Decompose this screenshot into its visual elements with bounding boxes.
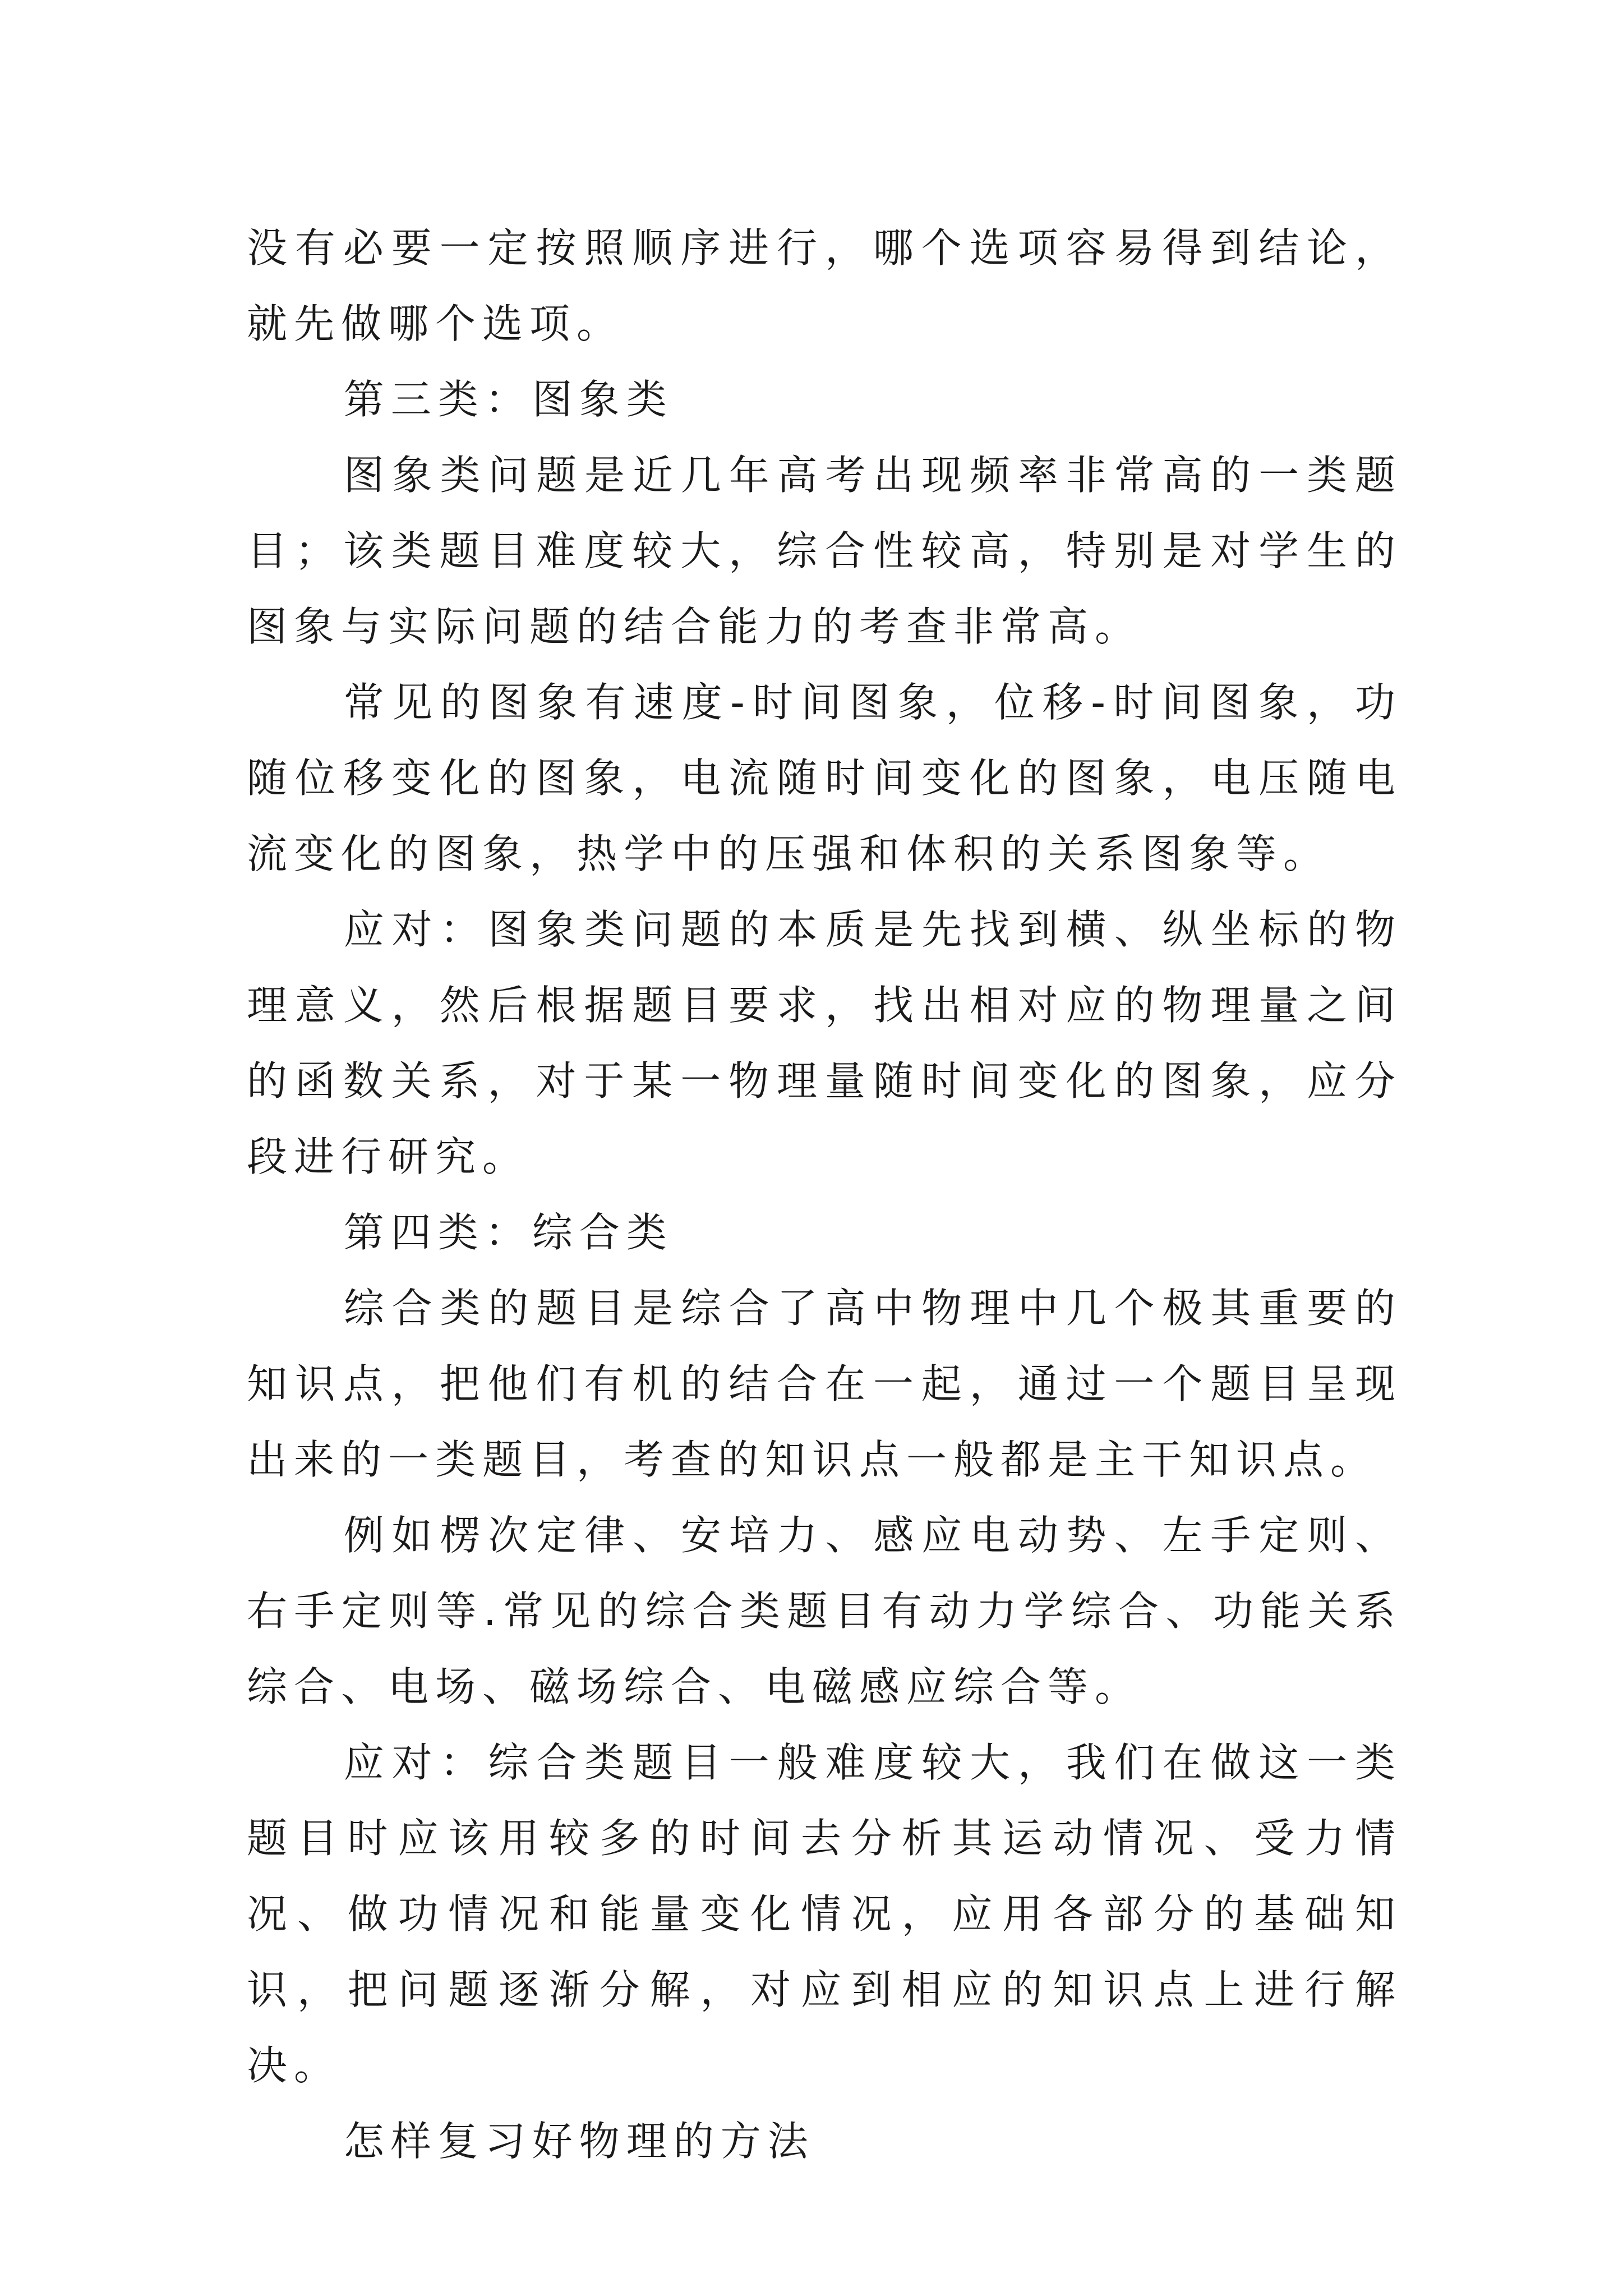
paragraph: 应对：图象类问题的本质是先找到横、纵坐标的物理意义，然后根据题目要求，找出相对应的物理量之间的函数关系，对于某一物理量随时间变化的图象，应分段进行研究。 <box>247 906 1402 1180</box>
paragraph: 例如楞次定律、安培力、感应电动势、左手定则、右手定则等.常见的综合类题目有动力学综合、功能关系综合、电场、磁场综合、电磁感应综合等。 <box>247 1512 1402 1710</box>
paragraph: 图象类问题是近几年高考出现频率非常高的一类题目；该类题目难度较大，综合性较高，特别是对学生的图象与实际问题的结合能力的考查非常高。 <box>247 452 1402 650</box>
section-heading: 怎样复习好物理的方法 <box>343 2118 815 2165</box>
document-body <box>247 210 1402 2179</box>
paragraph: 没有必要一定按照顺序进行，哪个选项容易得到结论，就先做哪个选项。 <box>247 224 1402 347</box>
section-heading: 第四类：综合类 <box>343 1209 674 1256</box>
paragraph: 应对：综合类题目一般难度较大，我们在做这一类题目时应该用较多的时间去分析其运动情况、受力情况、做功情况和能量变化情况，应用各部分的基础知识，把问题逐渐分解，对应到相应的知识点上进行解决。 <box>247 1739 1402 2089</box>
section-heading: 第三类：图象类 <box>343 376 674 423</box>
paragraph: 常见的图象有速度-时间图象，位移-时间图象，功随位移变化的图象，电流随时间变化的图象，电压随电流变化的图象，热学中的压强和体积的关系图象等。 <box>247 679 1402 877</box>
paragraph: 综合类的题目是综合了高中物理中几个极其重要的知识点，把他们有机的结合在一起，通过一个题目呈现出来的一类题目，考查的知识点一般都是主干知识点。 <box>247 1285 1402 1483</box>
